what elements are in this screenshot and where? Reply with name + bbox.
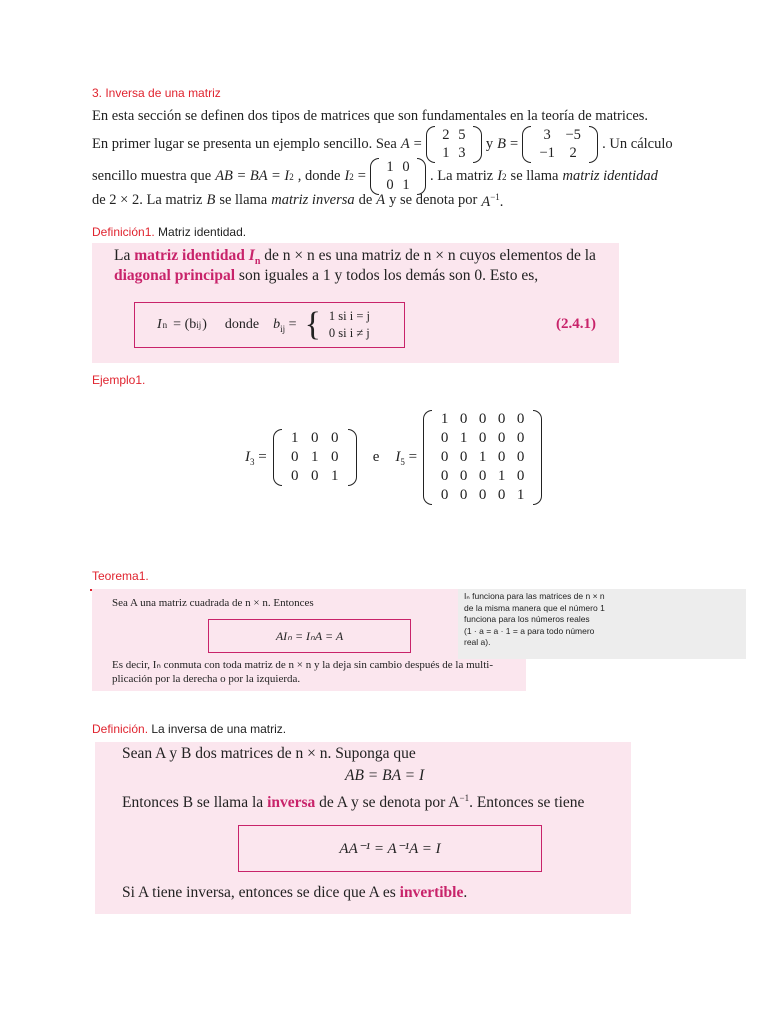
intro-line-2: En primer lugar se presenta un ejemplo sencillo. Sea A = 2 5 1 3 y B = 3 −5 −1 2 . Un cálculo xyxy=(92,127,673,161)
matrix-cell: 0 xyxy=(459,468,468,484)
ex1-matrices: $I_3$ = 1 0 0 0 1 0 0 0 1 e $I_5$ = 1 0 0 0 0 0 1 0 0 0 0 0 1 0 0 0 0 0 1 0 0 0 0 0 1 xyxy=(245,410,542,505)
matrix-cell: 0 xyxy=(516,468,525,484)
matrix-cell: 0 xyxy=(497,487,506,503)
matrix-cell: 0 xyxy=(478,487,487,503)
def1-formula-box: I n = (b ij ) donde $b_{ij}$ = { 1 si i = j 0 si i ≠ j xyxy=(134,302,405,348)
matrix-cell: 1 xyxy=(330,468,339,484)
matrix-b: 3 −5 −1 2 xyxy=(522,126,598,163)
def2-line-2: Entonces B se llama la inversa de A y se denota por $A^{-1}$. Entonces se tiene xyxy=(122,793,585,812)
matrix-cell: 0 xyxy=(290,468,299,484)
matrix-cell: 0 xyxy=(440,449,449,465)
matrix-cell: 0 xyxy=(497,411,506,427)
matrix-cell: 1 xyxy=(310,449,319,465)
matrix-cell: 0 xyxy=(497,449,506,465)
matrix-cell: 1 xyxy=(459,430,468,446)
def1-box xyxy=(92,243,619,363)
matrix-a: 2 5 1 3 xyxy=(426,126,482,163)
matrix-cell: 1 xyxy=(440,411,449,427)
thm1-formula-box: AIₙ = IₙA = A xyxy=(208,619,411,653)
def2-line-3: Si A tiene inversa, entonces se dice que A es invertible. xyxy=(122,884,468,901)
matrix-cell: 1 xyxy=(478,449,487,465)
def2-box xyxy=(95,742,631,914)
intro-line-1: En esta sección se definen dos tipos de matrices que son fundamentales en la teoría de matrices. xyxy=(92,108,649,124)
matrix-cell: 0 xyxy=(290,449,299,465)
matrix-cell: 0 xyxy=(478,411,487,427)
matrix-cell: 0 xyxy=(330,449,339,465)
def1-eq-number: (2.4.1) xyxy=(556,316,596,332)
matrix-cell: 1 xyxy=(497,468,506,484)
def1-heading: Definición1. Matriz identidad. xyxy=(92,225,247,239)
matrix-cell: 0 xyxy=(310,430,319,446)
matrix-i3 xyxy=(273,429,357,486)
matrix-cell: 0 xyxy=(459,487,468,503)
def2-heading: Definición. La inversa de una matriz. xyxy=(92,722,287,736)
matrix-cell: 1 xyxy=(516,487,525,503)
thm1-line-2: Es decir, Iₙ conmuta con toda matriz de n × n y la deja sin cambio después de la multi- xyxy=(112,659,493,671)
matrix-cell: 1 xyxy=(290,430,299,446)
thm1-heading: Teorema1. xyxy=(92,569,149,583)
thm1-line-3: plicación por la derecha o por la izquierda. xyxy=(112,673,301,685)
def1-line-2: diagonal principal son iguales a 1 y todos los demás son 0. Esto es, xyxy=(114,267,539,284)
thm1-side-note: Iₙ funciona para las matrices de n × n de la misma manera que el número 1 funciona para los números reales (1 · a = a · 1 = a para todo número real a). xyxy=(458,589,746,659)
matrix-cell: 0 xyxy=(478,430,487,446)
matrix-cell: 0 xyxy=(440,468,449,484)
def2-formula-box: AA⁻¹ = A⁻¹A = I xyxy=(238,825,542,872)
intro-line-3: sencillo muestra que AB = BA = I 2 , donde I 2 = 1 0 0 1 . La matriz I 2 se llama matriz identidad xyxy=(92,159,658,193)
matrix-i5 xyxy=(423,410,542,505)
def2-line-1: Sean A y B dos matrices de n × n. Suponga que xyxy=(122,745,416,762)
matrix-cell: 0 xyxy=(459,411,468,427)
section-heading: 3. Inversa de una matriz xyxy=(92,86,221,100)
matrix-cell: 0 xyxy=(516,411,525,427)
matrix-cell: 0 xyxy=(330,430,339,446)
intro-line-4: de 2 × 2. La matriz B se llama matriz inversa de A y se denota por $A^{-1}$. xyxy=(92,192,504,210)
matrix-cell: 0 xyxy=(478,468,487,484)
matrix-cell: 0 xyxy=(440,430,449,446)
def2-eq-1: AB = BA = I xyxy=(345,767,425,784)
matrix-cell: 0 xyxy=(516,449,525,465)
matrix-cell: 0 xyxy=(459,449,468,465)
matrix-cell: 0 xyxy=(497,430,506,446)
thm1-line-1: Sea A una matriz cuadrada de n × n. Entonces xyxy=(112,597,314,609)
def1-line-1: La matriz identidad $I_n$ de n × n es una matriz de n × n cuyos elementos de la xyxy=(114,247,596,268)
matrix-cell: 0 xyxy=(516,430,525,446)
matrix-cell: 0 xyxy=(310,468,319,484)
matrix-i2: 1 0 0 1 xyxy=(370,158,426,195)
matrix-cell: 0 xyxy=(440,487,449,503)
ex1-heading: Ejemplo1. xyxy=(92,373,146,387)
